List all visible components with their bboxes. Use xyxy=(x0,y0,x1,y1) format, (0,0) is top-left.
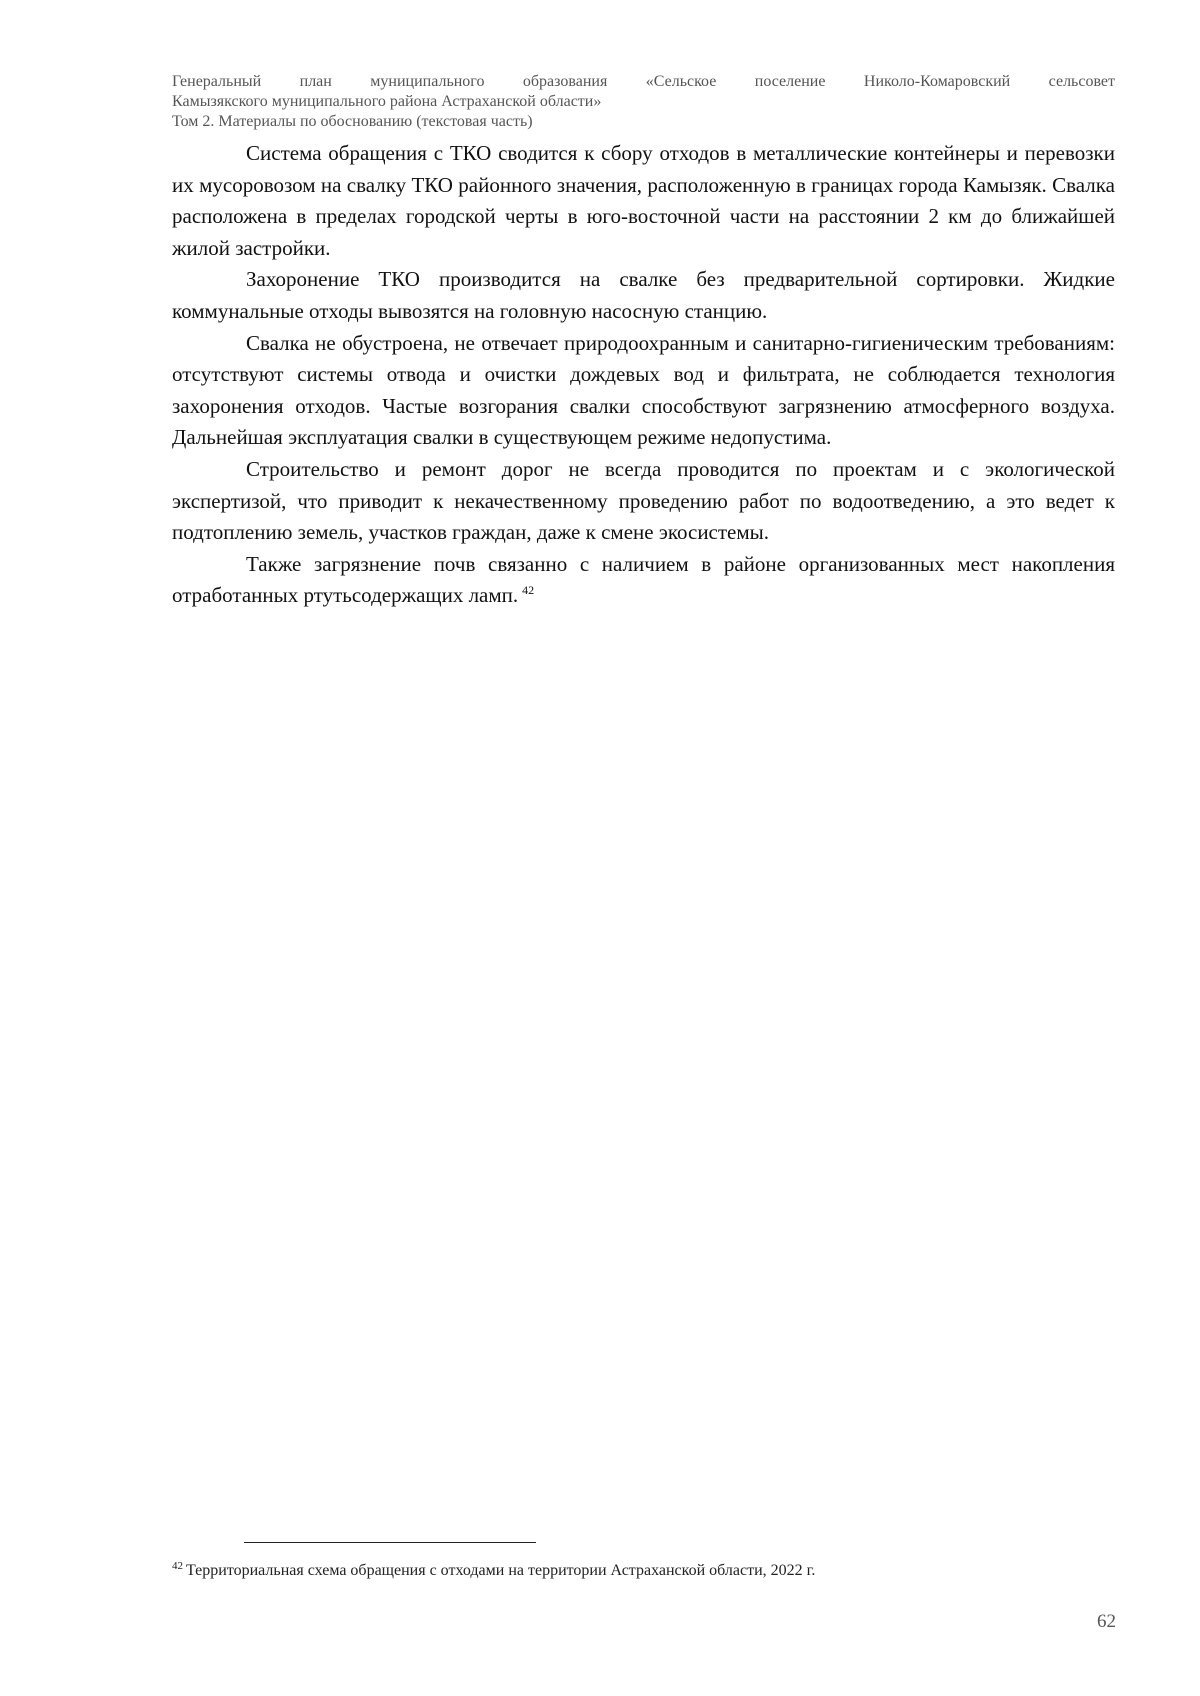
footnote-reference[interactable]: 42 xyxy=(522,583,535,598)
running-header xyxy=(172,72,1115,132)
header-line-1: Генеральный план муниципального образования «Сельское поселение Николо-Комаровский сельсовет xyxy=(172,73,1115,90)
page-number: 62 xyxy=(1097,1611,1116,1632)
header-line-3: Том 2. Материалы по обоснованию (текстовая часть) xyxy=(172,113,533,130)
paragraph-2: Захоронение ТКО производится на свалке без предварительной сортировки. Жидкие коммунальные отходы вывозятся на головную насосную станцию. xyxy=(172,267,1115,323)
header-line-2: Камызякского муниципального района Астраханской области» xyxy=(172,93,602,110)
paragraph-1: Система обращения с ТКО сводится к сбору отходов в металлические контейнеры и перевозки их мусоровозом на свалку ТКО районного значения, расположенную в границах города Камызяк. Свалка расположена в пределах городской черты в юго-восточной части на расстоянии 2 км до ближайшей жилой застройки. xyxy=(172,141,1115,260)
paragraph-5 xyxy=(172,549,1115,612)
footnote-number: 42 xyxy=(172,1559,183,1572)
paragraph-3: Свалка не обустроена, не отвечает природоохранным и санитарно-гигиеническим требованиям: отсутствуют системы отвода и очистки дождевых вод и фильтрата, не соблюдается технология захоронения отходов. Частые возгорания свалки способствуют загрязнению атмосферного воздуха. Дальнейшая эксплуатация свалки в существующем режиме недопустима. xyxy=(172,330,1115,450)
footnote-text: Территориальная схема обращения с отходами на территории Астраханской области, 2022 г. xyxy=(186,1562,816,1579)
paragraph-4: Строительство и ремонт дорог не всегда проводится по проектам и с экологической экспертизой, что приводит к некачественному проведению работ по водоотведению, а это ведет к подтоплению земель, участков граждан, даже к смене экосистемы. xyxy=(172,456,1115,545)
body-text xyxy=(172,138,1115,612)
paragraph-5-text: Также загрязнение почв связанно с наличием в районе организованных мест накопления отработанных ртутьсодержащих ламп. xyxy=(172,551,1115,608)
footnote-separator xyxy=(244,1542,536,1543)
footnote xyxy=(172,1561,1115,1581)
